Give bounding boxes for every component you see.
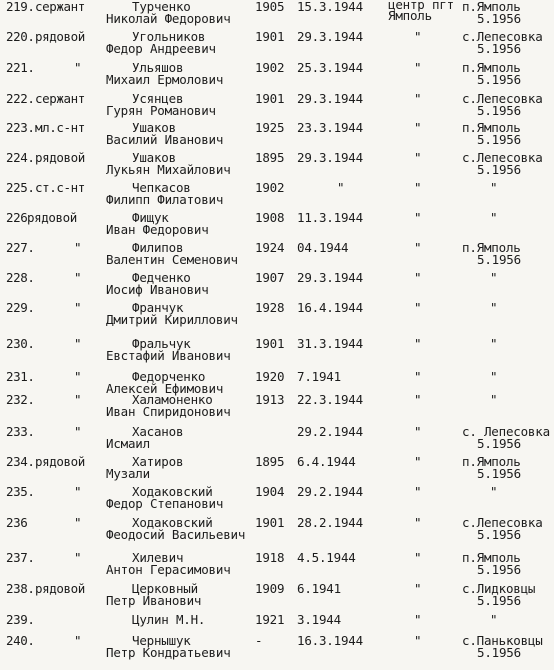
- birth-year: 1928: [255, 300, 285, 315]
- death-date: 29.2.1944: [297, 424, 363, 439]
- rank: ": [74, 633, 82, 648]
- last-name: Хилевич: [132, 550, 184, 565]
- first-names: Феодосий Васильевич: [106, 527, 246, 542]
- relocation-date: 5.1956: [477, 41, 521, 56]
- birth-year: 1902: [255, 180, 285, 195]
- birth-year: 1901: [255, 29, 285, 44]
- rank: ": [74, 392, 82, 407]
- last-name: Ходаковский: [132, 515, 213, 530]
- burial-place: ": [414, 484, 422, 499]
- first-names: Гурян Романович: [106, 103, 216, 118]
- relocation-date: 5.1956: [477, 11, 521, 26]
- relocation-date: 5.1956: [477, 593, 521, 608]
- first-names: Валентин Семенович: [106, 252, 238, 267]
- relocation-place: с.Лепесовка: [462, 29, 543, 44]
- rank: рядовой: [35, 29, 85, 44]
- death-date: 29.3.1944: [297, 91, 363, 106]
- birth-year: 1901: [255, 336, 285, 351]
- first-names: Исмаил: [106, 436, 150, 451]
- relocation-date: 5.1956: [477, 562, 521, 577]
- rank: ": [74, 270, 82, 285]
- last-name: Халамоненко: [132, 392, 213, 407]
- last-name: Угольников: [132, 29, 206, 44]
- death-date: 25.3.1944: [297, 60, 363, 75]
- record-number: 236: [6, 515, 28, 530]
- relocation-place: ": [490, 612, 498, 627]
- record-number: 222.: [6, 91, 35, 106]
- relocation-place: п.Ямполь: [462, 454, 521, 469]
- burial-place: ": [414, 550, 422, 565]
- burial-place: центр пгт Ямполь: [388, 0, 454, 23]
- burial-place: ": [414, 150, 422, 165]
- birth-year: 1920: [255, 369, 285, 384]
- death-date: 29.3.1944: [297, 29, 363, 44]
- relocation-place: п.Ямполь: [462, 60, 521, 75]
- relocation-date: 5.1956: [477, 132, 521, 147]
- record-row: [0, 634, 554, 670]
- burial-place: ": [414, 180, 422, 195]
- death-date: 3.1944: [297, 612, 341, 627]
- rank: рядовой: [35, 454, 85, 469]
- relocation-place: с.Лепесовка: [462, 515, 543, 530]
- burial-place: ": [414, 633, 422, 648]
- record-number: 225.: [6, 180, 35, 195]
- birth-year: 1918: [255, 550, 285, 565]
- first-names: Петр Кондратьевич: [106, 645, 231, 660]
- burial-place: ": [414, 515, 422, 530]
- death-date: 04.1944: [297, 240, 349, 255]
- first-names: Михаил Ермолович: [106, 72, 224, 87]
- birth-year: 1909: [255, 581, 285, 596]
- record-number: 228.: [6, 270, 35, 285]
- rank: ": [74, 515, 82, 530]
- relocation-place: п.Ямполь: [462, 0, 521, 14]
- last-name: Ульяшов: [132, 60, 184, 75]
- relocation-place: с.Лепесовка: [462, 91, 543, 106]
- last-name: Филипов: [132, 240, 184, 255]
- last-name: Хасанов: [132, 424, 184, 439]
- death-date: 22.3.1944: [297, 392, 363, 407]
- burial-place: ": [414, 612, 422, 627]
- death-date: 16.3.1944: [297, 633, 363, 648]
- birth-year: 1924: [255, 240, 285, 255]
- rank: ": [74, 424, 82, 439]
- birth-year: 1895: [255, 454, 285, 469]
- birth-year: 1895: [255, 150, 285, 165]
- birth-year: 1901: [255, 515, 285, 530]
- first-names: Федор Андреевич: [106, 41, 216, 56]
- relocation-place: ": [490, 484, 498, 499]
- relocation-place: с. Лепесовка: [462, 424, 550, 439]
- burial-place: ": [414, 91, 422, 106]
- birth-year: 1913: [255, 392, 285, 407]
- burial-place: ": [414, 270, 422, 285]
- birth-year: -: [255, 633, 263, 648]
- record-number: 229.: [6, 300, 35, 315]
- last-name: Турченко: [132, 0, 191, 14]
- birth-year: 1908: [255, 210, 285, 225]
- first-names: Музали: [106, 466, 150, 481]
- record-number: 220.: [6, 29, 35, 44]
- relocation-place: с.Паньковцы: [462, 633, 543, 648]
- relocation-date: 5.1956: [477, 645, 521, 660]
- death-date: 29.3.1944: [297, 270, 363, 285]
- burial-place: ": [414, 240, 422, 255]
- rank: ": [74, 484, 82, 499]
- death-date: 16.4.1944: [297, 300, 363, 315]
- record-number: 238.: [6, 581, 35, 596]
- record-number: 223.: [6, 120, 35, 135]
- last-name: Ходаковский: [132, 484, 213, 499]
- rank: сержант: [35, 0, 85, 14]
- record-row: [0, 516, 554, 552]
- last-name: Федорченко: [132, 369, 206, 384]
- first-names: Федор Степанович: [106, 496, 224, 511]
- burial-place: ": [414, 392, 422, 407]
- relocation-date: 5.1956: [477, 252, 521, 267]
- death-date: 31.3.1944: [297, 336, 363, 351]
- rank: ст.с-нт: [35, 180, 85, 195]
- relocation-place: ": [490, 210, 498, 225]
- death-date: 7.1941: [297, 369, 341, 384]
- record-number: 227.: [6, 240, 35, 255]
- rank: мл.с-нт: [35, 120, 85, 135]
- last-name: Цулин М.Н.: [132, 612, 206, 627]
- burial-place: ": [414, 336, 422, 351]
- last-name: Ушаков: [132, 120, 176, 135]
- burial-place: ": [414, 300, 422, 315]
- relocation-date: 5.1956: [477, 162, 521, 177]
- last-name: Хатиров: [132, 454, 184, 469]
- death-date: 23.3.1944: [297, 120, 363, 135]
- record-number: 233.: [6, 424, 35, 439]
- death-date: ": [337, 180, 345, 195]
- death-date: 29.2.1944: [297, 484, 363, 499]
- relocation-place: ": [490, 270, 498, 285]
- first-names: Петр Иванович: [106, 593, 202, 608]
- rank: ": [74, 240, 82, 255]
- burial-place: ": [414, 120, 422, 135]
- birth-year: 1925: [255, 120, 285, 135]
- record-number: 224.: [6, 150, 35, 165]
- record-number: 234.: [6, 454, 35, 469]
- relocation-date: 5.1956: [477, 466, 521, 481]
- burial-place: ": [414, 60, 422, 75]
- relocation-place: с.Лидковцы: [462, 581, 536, 596]
- birth-year: 1905: [255, 0, 285, 14]
- last-name: Фральчук: [132, 336, 191, 351]
- death-date: 15.3.1944: [297, 0, 363, 14]
- record-row: [0, 337, 554, 373]
- relocation-place: с.Лепесовка: [462, 150, 543, 165]
- last-name: Усянцев: [132, 91, 184, 106]
- relocation-place: ": [490, 336, 498, 351]
- relocation-date: 5.1956: [477, 72, 521, 87]
- last-name: Церковный: [132, 581, 198, 596]
- rank: ": [74, 60, 82, 75]
- relocation-date: 5.1956: [477, 527, 521, 542]
- death-date: 11.3.1944: [297, 210, 363, 225]
- relocation-place: п.Ямполь: [462, 550, 521, 565]
- record-number: 226: [6, 210, 28, 225]
- death-date: 4.5.1944: [297, 550, 356, 565]
- burial-place: ": [414, 210, 422, 225]
- relocation-place: п.Ямполь: [462, 240, 521, 255]
- burial-place: ": [414, 424, 422, 439]
- record-number: 240.: [6, 633, 35, 648]
- relocation-place: ": [490, 392, 498, 407]
- relocation-date: 5.1956: [477, 103, 521, 118]
- first-names: Василий Иванович: [106, 132, 224, 147]
- burial-place: ": [414, 581, 422, 596]
- rank: рядовой: [35, 150, 85, 165]
- burial-place: ": [414, 29, 422, 44]
- death-date: 6.1941: [297, 581, 341, 596]
- death-date: 6.4.1944: [297, 454, 356, 469]
- rank: сержант: [35, 91, 85, 106]
- birth-year: 1904: [255, 484, 285, 499]
- record-number: 237.: [6, 550, 35, 565]
- birth-year: 1902: [255, 60, 285, 75]
- last-name: Ушаков: [132, 150, 176, 165]
- record-number: 239.: [6, 612, 35, 627]
- first-names: Иван Спиридонович: [106, 404, 231, 419]
- birth-year: 1921: [255, 612, 285, 627]
- last-name: Чернышук: [132, 633, 191, 648]
- burial-place: ": [414, 454, 422, 469]
- first-names: Дмитрий Кириллович: [106, 312, 238, 327]
- relocation-place: ": [490, 180, 498, 195]
- rank: ": [74, 369, 82, 384]
- first-names: Филипп Филатович: [106, 192, 224, 207]
- record-row: [0, 301, 554, 337]
- record-number: 219.: [6, 0, 35, 14]
- last-name: Франчук: [132, 300, 184, 315]
- first-names: Иван Федорович: [106, 222, 209, 237]
- rank: ": [74, 336, 82, 351]
- first-names: Антон Герасимович: [106, 562, 231, 577]
- first-names: Алексей Ефимович: [106, 381, 224, 396]
- record-number: 230.: [6, 336, 35, 351]
- relocation-place: ": [490, 300, 498, 315]
- birth-year: 1907: [255, 270, 285, 285]
- record-number: 235.: [6, 484, 35, 499]
- record-number: 221.: [6, 60, 35, 75]
- first-names: Лукьян Михайлович: [106, 162, 231, 177]
- first-names: Николай Федорович: [106, 11, 231, 26]
- first-names: Иосиф Иванович: [106, 282, 209, 297]
- birth-year: 1901: [255, 91, 285, 106]
- relocation-place: п.Ямполь: [462, 120, 521, 135]
- death-date: 28.2.1944: [297, 515, 363, 530]
- death-date: 29.3.1944: [297, 150, 363, 165]
- last-name: Чепкасов: [132, 180, 191, 195]
- burial-place: ": [414, 369, 422, 384]
- rank: ": [74, 300, 82, 315]
- record-number: 231.: [6, 369, 35, 384]
- first-names: Евстафий Иванович: [106, 348, 231, 363]
- relocation-place: ": [490, 369, 498, 384]
- last-name: Федченко: [132, 270, 191, 285]
- rank: рядовой: [35, 581, 85, 596]
- rank: ": [74, 550, 82, 565]
- record-number: 232.: [6, 392, 35, 407]
- last-name: Фищук: [132, 210, 169, 225]
- rank: рядовой: [27, 210, 77, 225]
- relocation-date: 5.1956: [477, 436, 521, 451]
